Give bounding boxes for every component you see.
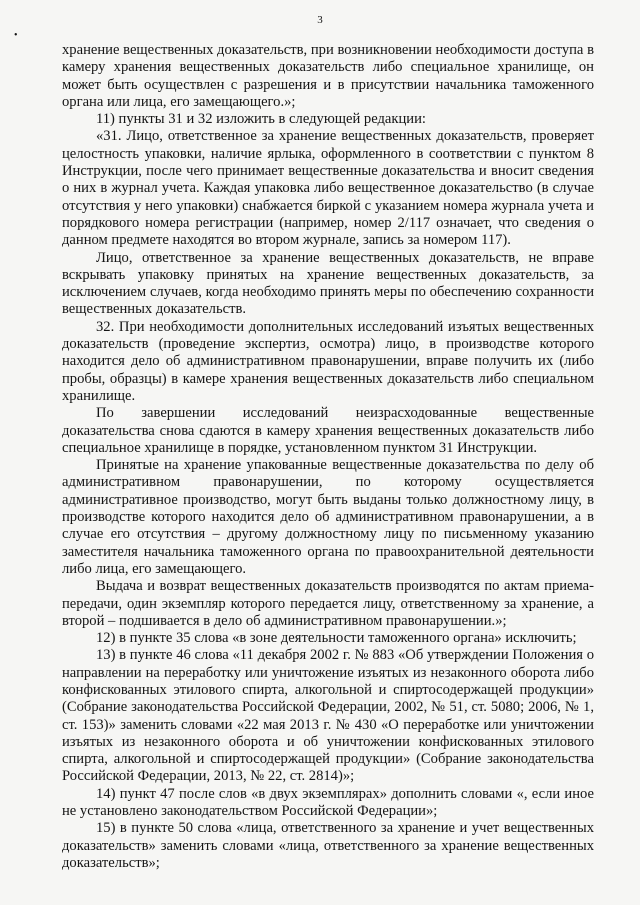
paragraph-item-11: 11) пункты 31 и 32 изложить в следующей редакции: [96, 111, 426, 128]
page-number: 3 [317, 14, 323, 26]
paragraph-point-32-part3: Принятые на хранение упакованные вещественные доказательства по делу об административном правонарушении, по которому осуществляется административное производство, могут быть выданы только должностному лицу, в производстве которого находится дело об административном правонарушении, а в случае его отсутствия – другому должностному лицу по письменному указанию заместителя начальника таможенного органа по правоохранительной деятельности либо лица, его замещающего. [62, 457, 594, 577]
paragraph-item-15: 15) в пункте 50 слова «лица, ответственного за хранение и учет вещественных доказательств» заменить словами «лица, ответственного за хранение вещественных доказательств»; [62, 820, 594, 871]
paragraph-continuation: хранение вещественных доказательств, при возникновении необходимости доступа в камеру хранения вещественных доказательств либо специальное хранилище, он может быть осуществлен с разрешения и в присутствии начальника таможенного органа или лица, его замещающего.»; [62, 42, 594, 110]
paragraph-item-13: 13) в пункте 46 слова «11 декабря 2002 г. № 883 «Об утверждении Положения о направлении на переработку или уничтожение изъятых из незаконного оборота либо конфискованных этилового спирта, алкогольной и спиртосодержащей продукции» (Собрание законодательства Российской Федерации, 2002, № 51, ст. 5080; 2006, № 1, ст. 153)» заменить словами «22 мая 2013 г. № 430 «О переработке или уничтожении изъятых из незаконного оборота и об уничтожении конфискованных этилового спирта, алкогольной и спиртосодержащей продукции» (Собрание законодательства Российской Федерации, 2013, № 22, ст. 2814)»; [62, 647, 594, 785]
paragraph-item-12: 12) в пункте 35 слова «в зоне деятельности таможенного органа» исключить; [96, 630, 577, 647]
document-body [62, 42, 594, 872]
paragraph-point-31: «31. Лицо, ответственное за хранение вещественных доказательств, проверяет целостность упаковки, наличие ярлыка, оформленного в соответствии с пунктом 8 Инструкции, после чего принимает вещественные доказательства и вносит сведения о них в журнал учета. Каждая упаковка либо вещественное доказательство (в случае отсутствия у него упаковки) снабжается биркой с указанием номера журнала учета и порядкового номера регистрации (например, номер 2/117 означает, что сведения о данном предмете находятся во втором журнале, запись за номером 117). [62, 128, 594, 249]
paragraph-point-32-part4: Выдача и возврат вещественных доказательств производятся по актам приема-передачи, один экземпляр которого передается лицу, ответственному за хранение, а второй – подшивается в дело об административном правонарушении.»; [62, 578, 594, 629]
paragraph-point-32-part2: По завершении исследований неизрасходованные вещественные доказательства снова сдаются в камеру хранения вещественных доказательств либо специальное хранилище в порядке, установленном пунктом 31 Инструкции. [62, 405, 594, 456]
paragraph-item-14: 14) пункт 47 после слов «в двух экземплярах» дополнить словами «, если иное не установлено законодательством Российской Федерации»; [62, 785, 594, 820]
paragraph-point-31-part2: Лицо, ответственное за хранение вещественных доказательств, не вправе вскрывать упаковку принятых на хранение вещественных доказательств, за исключением случаев, когда необходимо принять меры по обеспечению сохранности вещественных доказательств. [62, 249, 594, 318]
paragraph-point-32: 32. При необходимости дополнительных исследований изъятых вещественных доказательств (проведение экспертиз, осмотра) лицо, в производстве которого находится дело об административном правонарушении, вправе получить их (либо пробы, образцы) в камере хранения вещественных доказательств либо специальном хранилище. [62, 318, 594, 404]
margin-mark: • [14, 30, 18, 41]
